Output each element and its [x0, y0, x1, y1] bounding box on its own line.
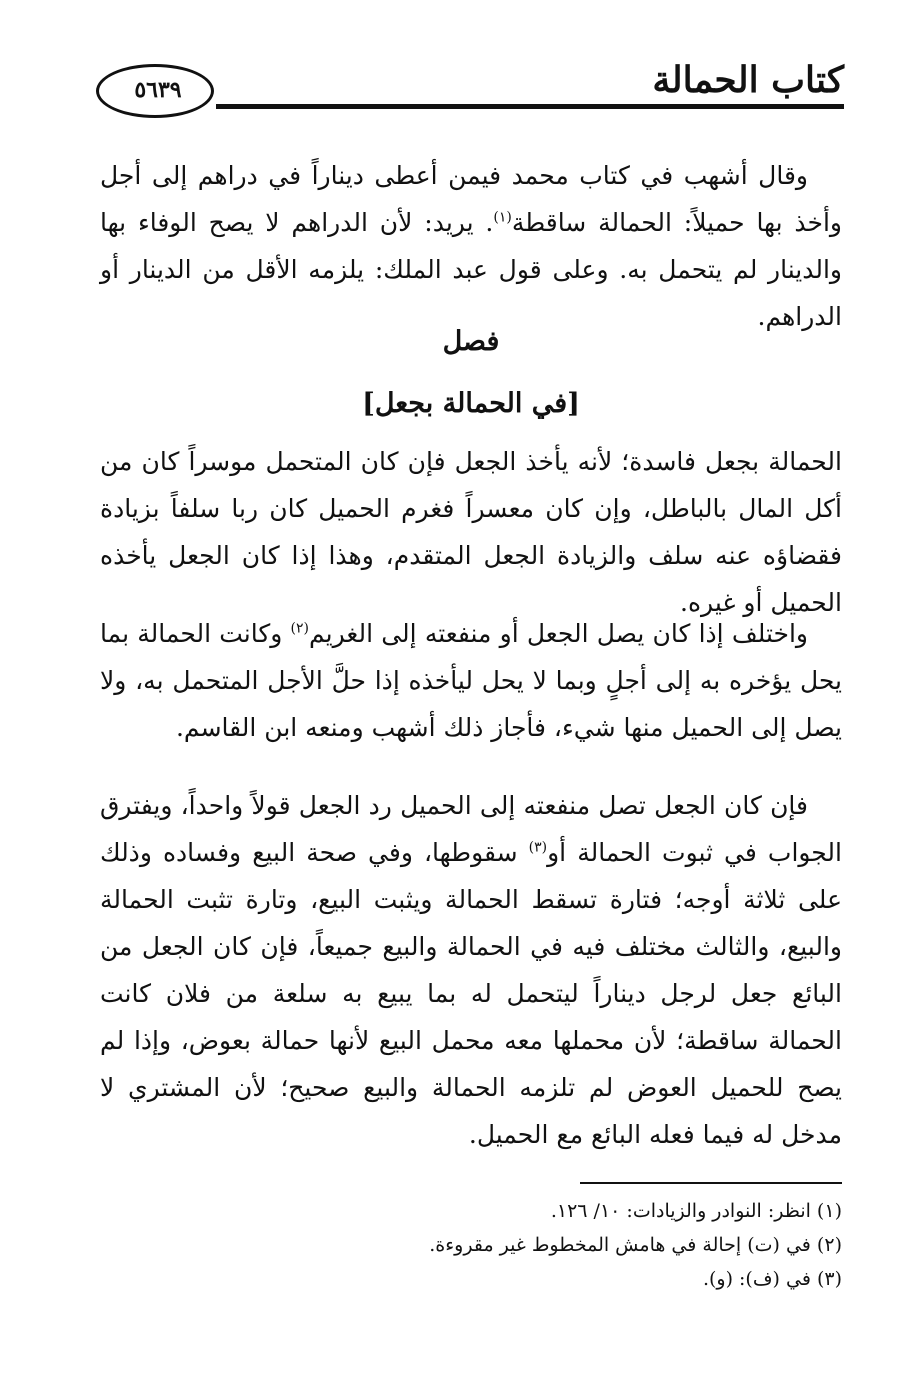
header-rule	[216, 104, 844, 109]
footnote-3: (٣) في (ف): (و).	[702, 1268, 842, 1290]
paragraph-1-text-b: . يريد: لأن الدراهم لا يصح الوفاء بها والدينار لم يتحمل به. وعلى قول عبد الملك: يلزمه الأقل من الدينار أو الدراهم.	[100, 208, 842, 331]
paragraph-1	[100, 152, 842, 340]
paragraph-4	[100, 782, 842, 1158]
footnote-2: (٢) في (ت) إحالة في هامش المخطوط غير مقروءة.	[429, 1234, 842, 1256]
section-heading: فصل	[442, 326, 500, 357]
paragraph-3	[100, 610, 842, 751]
paragraph-4-text	[100, 782, 842, 1158]
paragraph-4-text-a: فإن كان الجعل تصل منفعته إلى الحميل رد الجعل قولاً واحداً، ويفترق الجواب في ثبوت الحمالة أو	[100, 791, 842, 867]
page-header	[96, 58, 844, 126]
footnote-1: (١) انظر: النوادر والزيادات: ١٠/ ١٢٦.	[550, 1200, 842, 1222]
paragraph-1-text	[100, 152, 842, 340]
footnotes	[100, 1194, 842, 1296]
paragraph-3-text-b: وكانت الحمالة بما يحل يؤخره به إلى أجلٍ وبما لا يحل ليأخذه إذا حلَّ الأجل المتحمل به، ولا يصل إلى الحميل منها شيء، فأجاز ذلك أشهب ومنعه ابن القاسم.	[100, 619, 842, 742]
page-number-oval	[96, 64, 214, 118]
book-title: كتاب الحمالة	[652, 59, 844, 101]
footnote-ref-1: (١)	[493, 209, 512, 226]
paragraph-1-text-a: وقال أشهب في كتاب محمد فيمن أعطى ديناراً في دراهم إلى أجل وأخذ بها حميلاً: الحمالة ساقطة	[100, 161, 842, 237]
footnote-separator	[580, 1182, 842, 1184]
footnote-ref-3: (٣)	[528, 839, 548, 856]
page-number: ٥٦٣٩	[134, 77, 182, 103]
footnote-ref-2: (٢)	[290, 620, 309, 637]
paragraph-2	[100, 438, 842, 626]
paragraph-2-text: الحمالة بجعل فاسدة؛ لأنه يأخذ الجعل فإن كان المتحمل موسراً كان من أكل المال بالباطل، وإن كان معسراً فغرم الحميل كان ربا سلفاً بزيادة فقضاؤه عنه سلف والزيادة الجعل المتقدم، وهذا إذا كان الجعل يأخذه الحميل أو غيره.	[100, 447, 842, 617]
paragraph-3-text	[100, 610, 842, 751]
paragraph-3-text-a: واختلف إذا كان يصل الجعل أو منفعته إلى الغريم	[309, 619, 808, 648]
section-subheading: [في الحمالة بجعل]	[362, 388, 580, 419]
paragraph-4-text-b: سقوطها، وفي صحة البيع وفساده وذلك على ثلاثة أوجه؛ فتارة تسقط الحمالة ويثبت البيع، وتارة تثبت الحمالة والبيع، والثالث مختلف فيه في الحمالة والبيع جميعاً، فإن كان الجعل من البائع جعل لرجل ديناراً ليتحمل له بما يبيع به سلعة من فلان كانت الحمالة ساقطة؛ لأن محملها معه محمل البيع لأنها حمالة بعوض، وإذا لم يصح للحميل العوض لم تلزمه الحمالة والبيع صحيح؛ لأن المشتري لا مدخل له فيما فعله البائع مع الحميل.	[100, 838, 842, 1149]
